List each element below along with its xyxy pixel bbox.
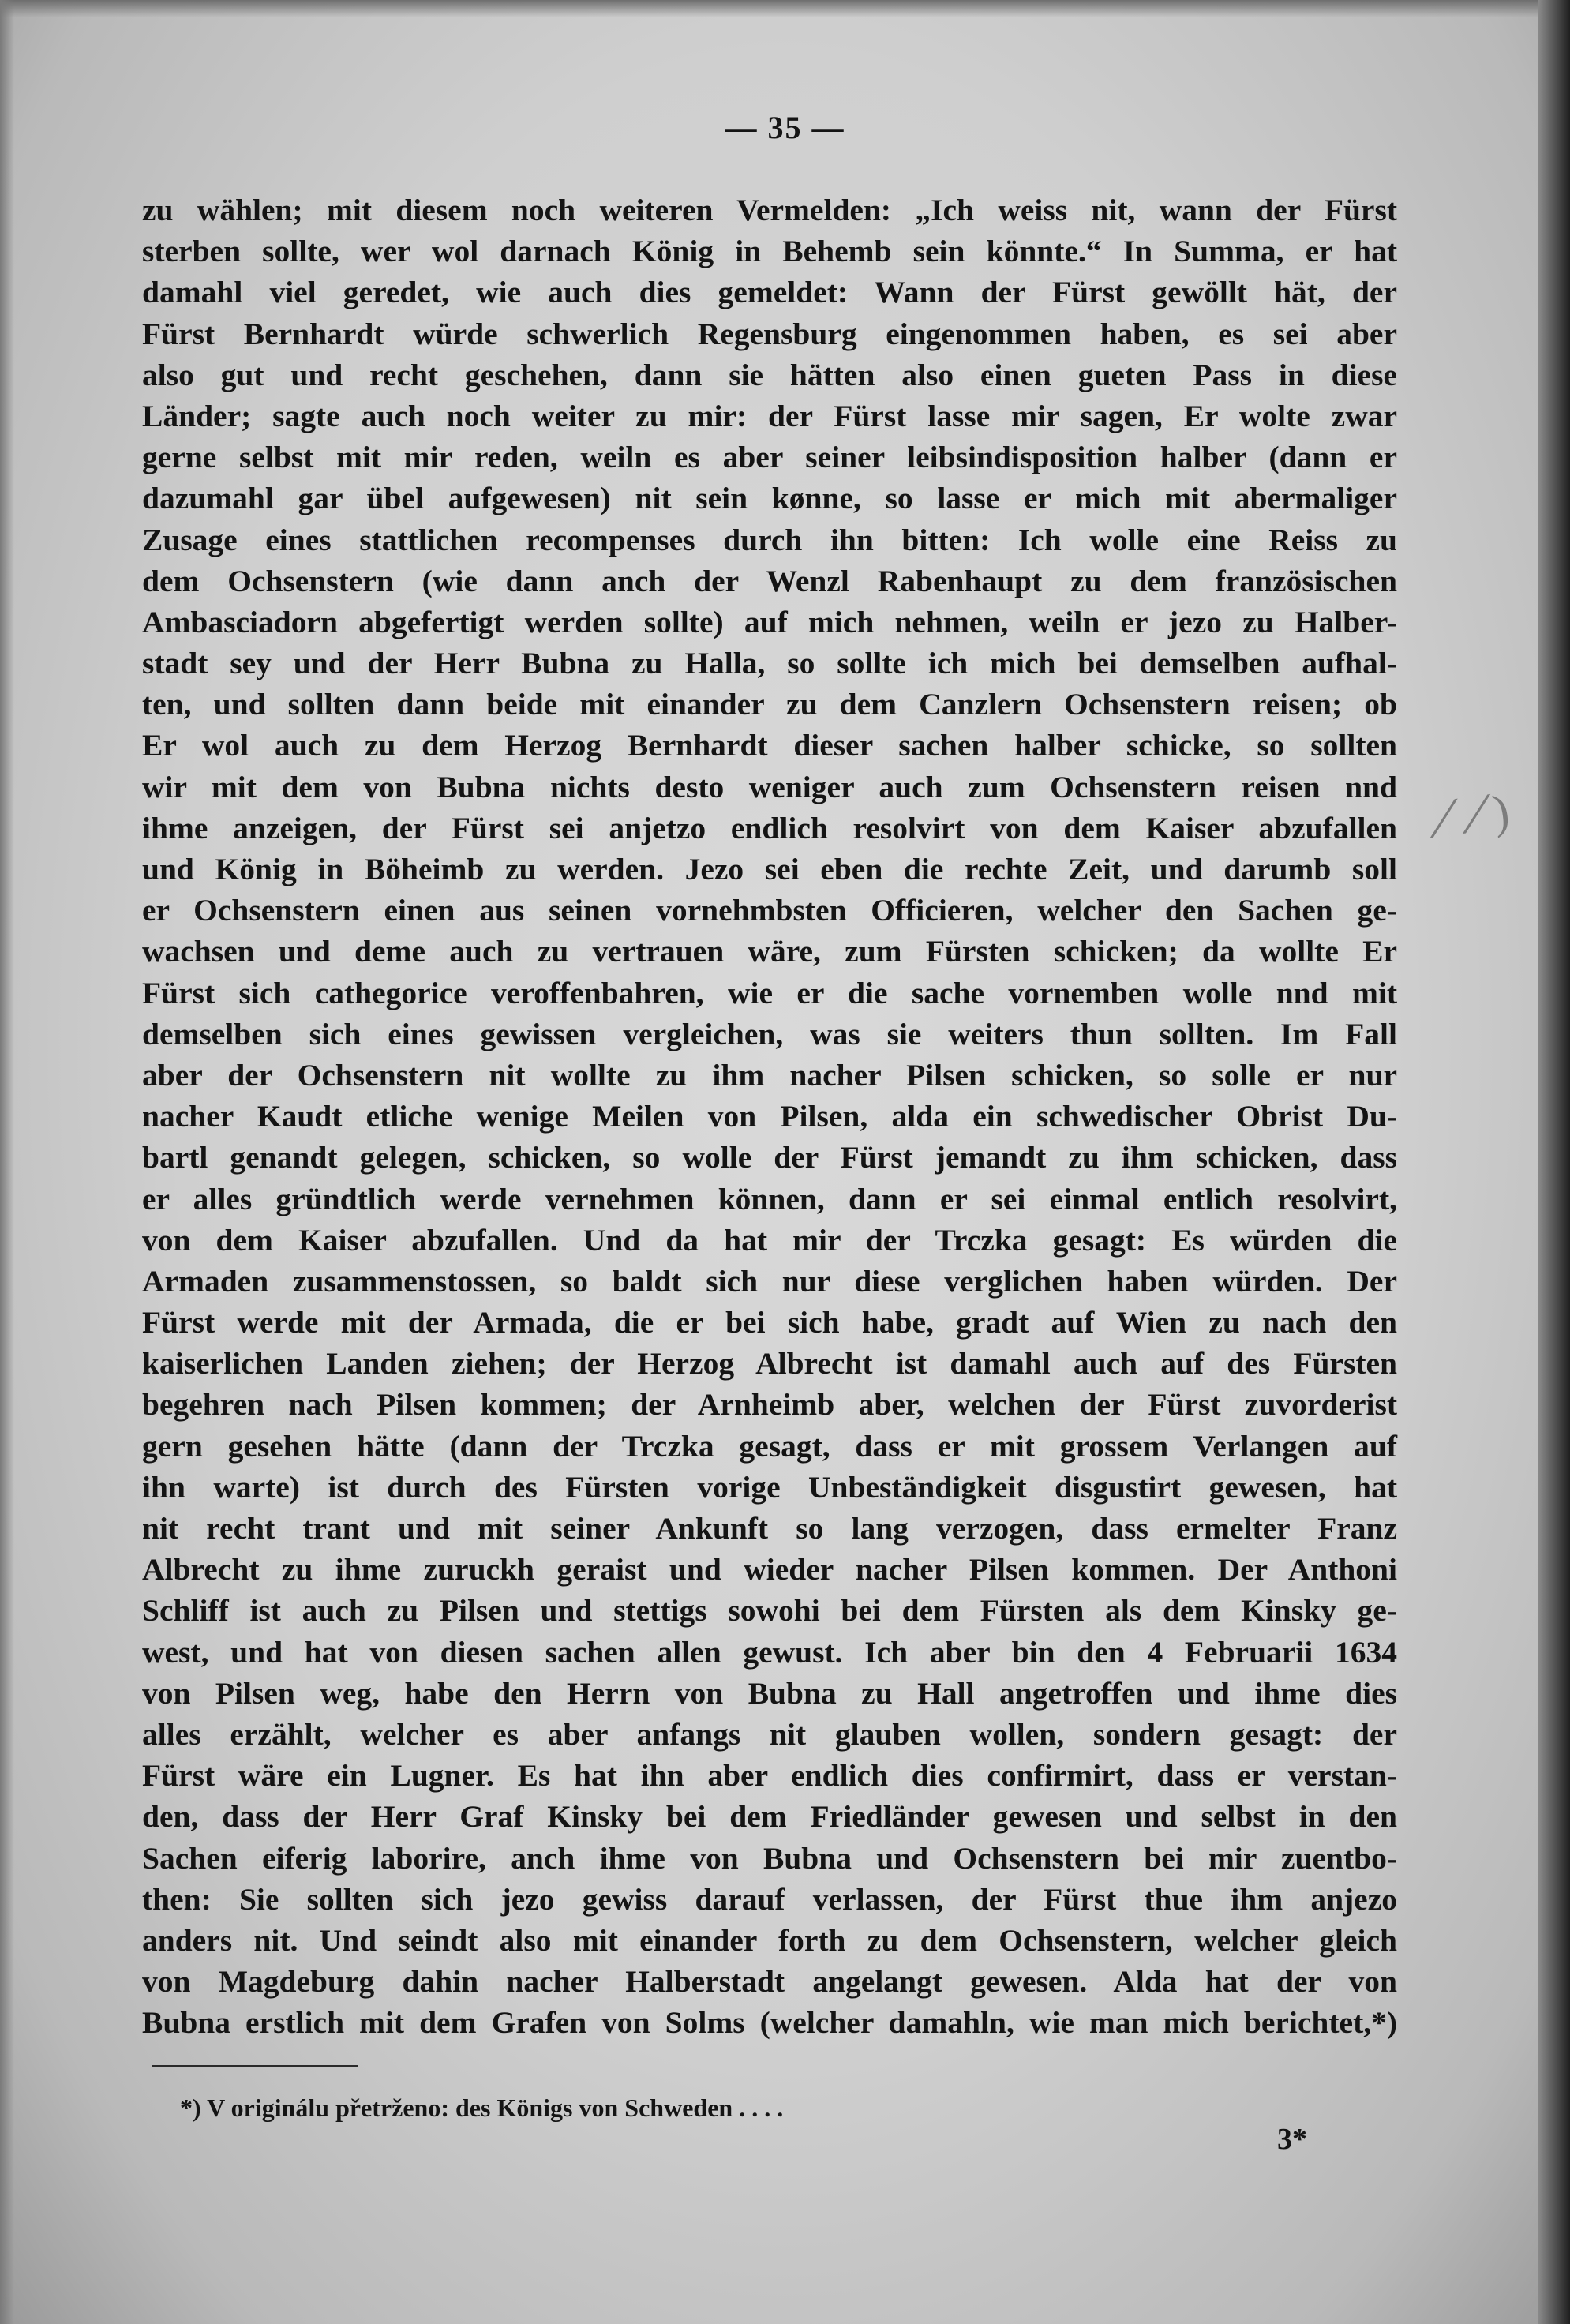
- text-line: und König in Böheimb zu werden. Jezo sei eben die rechte Zeit, und darumb soll: [142, 852, 1397, 886]
- text-line: Fürst sich cathegorice veroffenbahren, wie er die sache vornemben wolle nnd mit: [142, 975, 1397, 1010]
- text-line: von dem Kaiser abzufallen. Und da hat mir der Trczka gesagt: Es würden die: [142, 1222, 1397, 1258]
- text-line: dem Ochsenstern (wie dann anch der Wenzl Rabenhaupt zu dem französischen: [142, 563, 1397, 598]
- text-line: Fürst werde mit der Armada, die er bei sich habe, gradt auf Wien zu nach den: [142, 1305, 1397, 1340]
- text-line: also gut und recht geschehen, dann sie hätten also einen gueten Pass in diese: [142, 357, 1397, 392]
- text-line: Sachen eiferig laborire, anch ihme von Bubna und Ochsenstern bei mir zuentbo-: [142, 1840, 1397, 1876]
- body-text: [142, 189, 1397, 2043]
- text-line: kaiserlichen Landen ziehen; der Herzog Albrecht ist damahl auch auf des Fürsten: [142, 1346, 1397, 1381]
- text-line: wir mit dem von Bubna nichts desto weniger auch zum Ochsenstern reisen nnd: [142, 769, 1397, 804]
- text-line: ihn warte) ist durch des Fürsten vorige Unbeständigkeit disgustirt gewesen, hat: [142, 1469, 1397, 1505]
- text-line: Albrecht zu ihme zuruckh geraist und wieder nacher Pilsen kommen. Der Anthoni: [142, 1552, 1397, 1587]
- text-line: damahl viel geredet, wie auch dies gemeldet: Wann der Fürst gewöllt hät, der: [142, 275, 1397, 310]
- text-line: Schliff ist auch zu Pilsen und stettigs sowohi bei dem Fürsten als dem Kinsky ge-: [142, 1593, 1397, 1629]
- text-line: gerne selbst mit mir reden, weiln es aber seiner leibsindisposition halber (dann er: [142, 440, 1397, 475]
- text-line: Fürst wäre ein Lugner. Es hat ihn aber endlich dies confirmirt, dass er verstan-: [142, 1758, 1397, 1794]
- text-line: sterben sollte, wer wol darnach König in Behemb sein könnte.“ In Summa, er hat: [142, 234, 1397, 269]
- text-line: von Pilsen weg, habe den Herrn von Bubna zu Hall angetroffen und ihme dies: [142, 1675, 1397, 1711]
- text-line: von Magdeburg dahin nacher Halberstadt angelangt gewesen. Alda hat der von: [142, 1964, 1397, 2000]
- text-line: dazumahl gar übel aufgewesen) nit sein kønne, so lasse er mich mit abermaliger: [142, 481, 1397, 516]
- text-line: Fürst Bernhardt würde schwerlich Regensburg eingenommen haben, es sei aber: [142, 316, 1397, 351]
- text-line: stadt sey und der Herr Bubna zu Halla, so sollte ich mich bei demselben aufhal-: [142, 646, 1397, 681]
- page-edge-right: [1538, 0, 1570, 2324]
- text-line: er alles gründtlich werde vernehmen können, dann er sei einmal entlich resolvirt,: [142, 1181, 1397, 1216]
- text-line: nit recht trant und mit seiner Ankunft so lang verzogen, dass ermelter Franz: [142, 1511, 1397, 1546]
- text-line: Länder; sagte auch noch weiter zu mir: der Fürst lasse mir sagen, Er wolte zwar: [142, 398, 1397, 433]
- text-line: Ambasciadorn abgefertigt werden sollte) auf mich nehmen, weiln er jezo zu Halber-: [142, 604, 1397, 639]
- margin-pencil-mark: ⟋⟋): [1423, 785, 1513, 848]
- text-line: bartl genandt gelegen, schicken, so wolle der Fürst jemandt zu ihm schicken, dass: [142, 1140, 1397, 1175]
- text-line: er Ochsenstern einen aus seinen vornehmbsten Officieren, welcher den Sachen ge-: [142, 893, 1397, 928]
- text-line: Bubna erstlich mit dem Grafen von Solms (welcher damahln, wie man mich berichtet,*): [142, 2005, 1397, 2041]
- text-line: alles erzählt, welcher es aber anfangs nit glauben wollen, sondern gesagt: der: [142, 1716, 1397, 1752]
- signature-mark: 3*: [1277, 2123, 1307, 2156]
- text-line: begehren nach Pilsen kommen; der Arnheimb aber, welchen der Fürst zuvorderist: [142, 1387, 1397, 1423]
- footnote: *) V originálu přetrženo: des Königs von Schweden . . . .: [180, 2093, 784, 2122]
- text-line: gern gesehen hätte (dann der Trczka gesagt, dass er mit grossem Verlangen auf: [142, 1428, 1397, 1464]
- text-line: then: Sie sollten sich jezo gewiss darauf verlassen, der Fürst thue ihm anjezo: [142, 1881, 1397, 1917]
- text-line: west, und hat von diesen sachen allen gewust. Ich aber bin den 4 Februarii 1634: [142, 1634, 1397, 1670]
- text-line: anders nit. Und seindt also mit einander forth zu dem Ochsenstern, welcher gleich: [142, 1922, 1397, 1958]
- page-shadow-left: [0, 0, 14, 2324]
- footnote-rule: [152, 2065, 358, 2067]
- text-line: ten, und sollten dann beide mit einander zu dem Canzlern Ochsenstern reisen; ob: [142, 687, 1397, 722]
- text-line: Zusage eines stattlichen recompenses durch ihn bitten: Ich wolle eine Reiss zu: [142, 522, 1397, 557]
- text-line: nacher Kaudt etliche wenige Meilen von Pilsen, alda ein schwedischer Obrist Du-: [142, 1099, 1397, 1134]
- text-line: zu wählen; mit diesem noch weiteren Vermelden: „Ich weiss nit, wann der Fürst: [142, 193, 1397, 227]
- text-line: Armaden zusammenstossen, so baldt sich nur diese verglichen haben würden. Der: [142, 1263, 1397, 1299]
- text-line: Er wol auch zu dem Herzog Bernhardt dieser sachen halber schicke, so sollten: [142, 728, 1397, 763]
- page-shadow-top: [0, 0, 1570, 17]
- text-line: wachsen und deme auch zu vertrauen wäre, zum Fürsten schicken; da wollte Er: [142, 934, 1397, 969]
- text-line: aber der Ochsenstern nit wollte zu ihm nacher Pilsen schicken, so solle er nur: [142, 1057, 1397, 1093]
- text-line: ihme anzeigen, der Fürst sei anjetzo endlich resolvirt von dem Kaiser abzufallen: [142, 810, 1397, 845]
- page-number: — 35 —: [725, 110, 845, 145]
- text-line: demselben sich eines gewissen vergleichen, was sie weiters thun sollten. Im Fall: [142, 1016, 1397, 1051]
- text-line: den, dass der Herr Graf Kinsky bei dem Friedländer gewesen und selbst in den: [142, 1799, 1397, 1835]
